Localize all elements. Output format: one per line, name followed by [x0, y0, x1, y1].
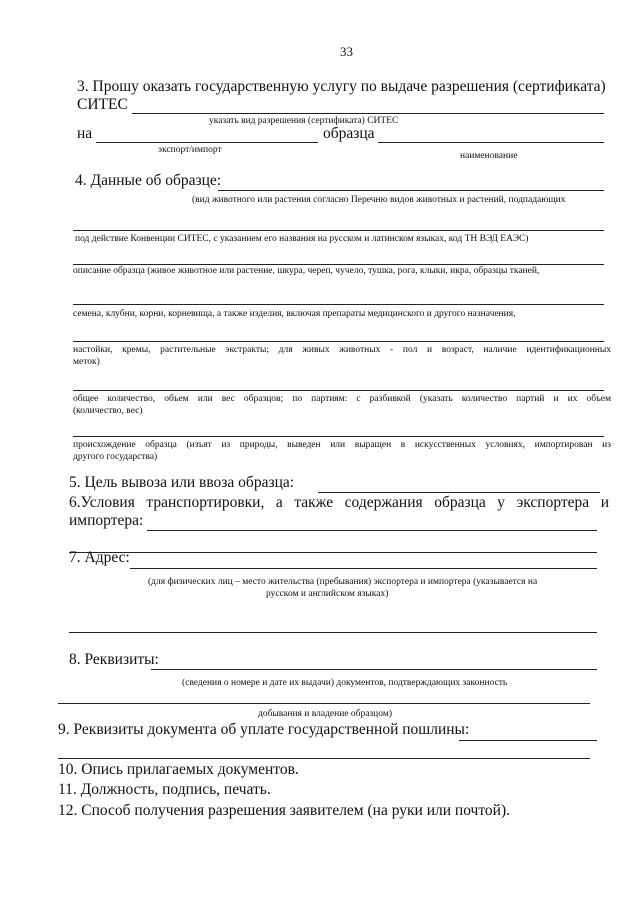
export-import-hint: экспорт/импорт	[158, 145, 222, 155]
sample-line-7[interactable]	[73, 436, 604, 437]
fee-document-field[interactable]	[459, 740, 597, 741]
cert-kind-hint: указать вид разрешения (сертификата) СИТЕС	[209, 116, 399, 126]
requisites-hint-1: (сведения о номере и дате их выдачи) документов, подтверждающих законность	[182, 678, 508, 688]
section-12: 12. Способ получения разрешения заявителем (на руки или почтой).	[58, 802, 510, 819]
sample-line-5[interactable]	[73, 341, 604, 342]
section-3-lead: СИТЕС	[77, 96, 128, 113]
section-3-line1: 3. Прошу оказать государственную услугу по выдаче разрешения (сертификата)	[77, 78, 606, 95]
address-field-2[interactable]	[69, 632, 597, 633]
section-11: 11. Должность, подпись, печать.	[58, 781, 271, 798]
name-field[interactable]	[378, 142, 604, 143]
section-5-title: 5. Цель вывоза или ввоза образца:	[69, 474, 295, 491]
cert-kind-field[interactable]	[132, 113, 604, 114]
requisites-field-2[interactable]	[58, 703, 590, 704]
sample-hint-6: общее количество, объем или вес образцов; по партиям: с разбивкой (указать количество партий и их объем	[73, 394, 611, 404]
transport-field-2[interactable]	[69, 552, 597, 553]
sample-hint-2: описание образца (живое животное или растение, шкура, череп, чучело, тушка, рога, клыки, икра, образцы тканей,	[73, 266, 540, 276]
sample-hint-4: настойки, кремы, растительные экстракты; для живых животных - пол и возраст, наличие идентификационных	[73, 345, 611, 355]
sample-line-4[interactable]	[73, 304, 604, 305]
fee-document-field-2[interactable]	[58, 758, 590, 759]
sample-line-2[interactable]	[73, 230, 604, 231]
sample-species-field[interactable]	[218, 190, 604, 191]
sample-hint-5: меток)	[73, 357, 100, 367]
requisites-hint-2: добывания и владение образцом)	[258, 709, 393, 719]
export-import-field[interactable]	[96, 142, 318, 143]
sample-line-3[interactable]	[73, 264, 604, 265]
address-hint-2: русском и английском языках)	[266, 589, 389, 599]
sample-hint-1: под действие Конвенции СИТЕС, с указанием его названия на русском и латинском языках, код ТН ВЭД ЕАЭС)	[75, 234, 529, 244]
sample-hint-0: (вид животного или растения согласно Перечню видов животных и растений, подпадающих	[192, 195, 566, 205]
na-label: на	[77, 125, 93, 142]
page-number: 33	[340, 44, 353, 59]
section-10: 10. Опись прилагаемых документов.	[58, 761, 299, 778]
sample-hint-3: семена, клубни, корни, корневища, а также изделия, включая препараты медицинского и другого назначения,	[73, 309, 516, 319]
section-6-line2: импортера:	[69, 512, 144, 529]
transport-field[interactable]	[147, 530, 597, 531]
section-8-title: 8. Реквизиты:	[69, 651, 159, 668]
obraztsa-label: образца	[323, 125, 375, 142]
section-4-title: 4. Данные об образце:	[75, 172, 222, 189]
section-7-title: 7. Адрес:	[69, 549, 130, 566]
sample-hint-7: (количество, вес)	[73, 406, 143, 416]
address-hint-1: (для физических лиц – место жительства (пребывания) экспортера и импортера (указывается на	[148, 577, 538, 587]
sample-hint-8: происхождение образца (изъят из природы, выведен или выращен в искусственных условиях, импортирован из	[73, 440, 611, 450]
purpose-field[interactable]	[318, 492, 600, 493]
sample-line-6[interactable]	[73, 390, 604, 391]
sample-hint-9: другого государства)	[73, 452, 158, 462]
requisites-field[interactable]	[151, 669, 597, 670]
section-6-line1: 6.Условия транспортировки, а также содержания образца у экспортера и	[69, 494, 609, 511]
name-hint: наименование	[460, 151, 518, 161]
section-9-title: 9. Реквизиты документа об уплате государственной пошлины:	[58, 721, 470, 738]
address-field[interactable]	[130, 568, 597, 569]
